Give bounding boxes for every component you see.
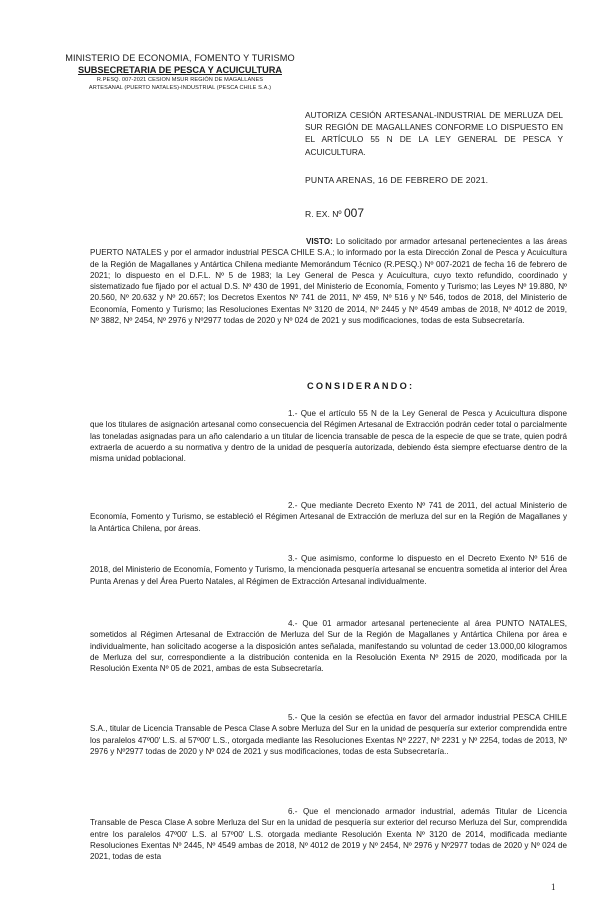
considerando-item-6: 6.- Que el mencionado armador industrial, además Titular de Licencia Transable de Pesca Clase A sobre Merluza del Sur en la unidad de pesquería sur exterior del recurso Merluza del Sur, comprendida entre los paralelos 47º00' L.S. al 57º00' L.S. otorgada mediante Resolución Exenta Nº 3120 de 2014, modificada mediante Resoluciones Exentas Nº 2445, Nº 4549 ambas de 2018, Nº 4012 de 2019 y Nº 2454, Nº 2976 y Nº2977 todas de 2020 y Nº 024 de 2021, todas de esta: [90, 807, 567, 862]
considerando-item-1: 1.- Que el artículo 55 N de la Ley General de Pesca y Acuicultura dispone que los titulares de asignación artesanal como consecuencia del Régimen Artesanal de Extracción podrán ceder total o parcialmente las toneladas asignadas para un año calendario a un titular de licencia transable de pesca de la especie de que se trate, quien podrá extraerla de acuerdo a su normativa y dentro de la unidad de pesquería autorizada, debiendo ésta siempre efectuarse dentro de la misma unidad poblacional.: [90, 409, 567, 464]
resolution-date: PUNTA ARENAS, 16 DE FEBRERO DE 2021.: [305, 175, 489, 185]
subsecretaria-name: SUBSECRETARIA DE PESCA Y ACUICULTURA: [77, 65, 282, 75]
resolution-prefix: R. EX. Nº: [305, 209, 342, 219]
page-number: 1: [551, 882, 556, 892]
reference-line-1: R.PESQ. 007-2021 CESION MSUR REGIÓN DE MAGALLANES: [96, 77, 264, 83]
resolution-title: AUTORIZA CESIÓN ARTESANAL-INDUSTRIAL DE MERLUZA DEL SUR REGIÓN DE MAGALLANES CONFORME LO DISPUESTO EN EL ARTÍCULO 55 N DE LA LEY GENERAL DE PESCA Y ACUICULTURA.: [305, 110, 563, 157]
ministry-name: MINISTERIO DE ECONOMIA, FOMENTO Y TURISMO: [65, 53, 295, 63]
considerando-item-5: 5.- Que la cesión se efectúa en favor del armador industrial PESCA CHILE S.A., titular de Licencia Transable de Pesca Clase A sobre Merluza del Sur en la unidad de pesquería sur exterior comprendida entre los paralelos 47º00' L.S. al 57º00' L.S., otorgada mediante las Resoluciones Exentas Nº 2227, Nº 2231 y Nº 2254, todas de 2013, Nº 2976 y Nº2977 todas de 2020 y Nº 024 de 2021 y sus modificaciones, todas de esta Subsecretaría..: [90, 713, 567, 756]
resolution-number-value: 007: [343, 206, 364, 220]
visto-text: Lo solicitado por armador artesanal pertenecientes a las áreas PUERTO NATALES y por el armador industrial PESCA CHILE S.A.; lo informado por la esta Dirección Zonal de Pesca y Acuicultura de la Región de Magallanes y Antártica Chilena mediante Memorándum Técnico (R.PESQ.) Nº 007-2021 de fecha 16 de febrero de 2021; lo dispuesto en el D.F.L. Nº 5 de 1983; la Ley General de Pesca y Acuicultura, cuyo texto refundido, coordinado y sistematizado fue fijado por el actual D.S. Nº 430 de 1991, del Ministerio de Economía, Fomento y Turismo; las Leyes Nº 19.880, Nº 20.560, Nº 20.632 y Nº 20.657; los Decretos Exentos Nº 741 de 2011, Nº 459, Nº 516 y Nº 546, todos de 2018, del Ministerio de Economía, Fomento y Turismo; las Resoluciones Exentas Nº 3120 de 2014, Nº 2445 y Nº 4549 ambas de 2018, Nº 4012 de 2019, Nº 3882, Nº 2454, Nº 2976 y Nº2977 todas de 2020 y Nº 024 de 2021 y sus modificaciones, todas de esta Subsecretaría.: [90, 237, 567, 326]
considerando-item-4: 4.- Que 01 armador artesanal perteneciente al área PUNTO NATALES, sometidos al Régimen Artesanal de Extracción de Merluza del Sur de la Región de Magallanes y Antártica Chilena por área e individualmente, han solicitado acogerse a la disposición antes señalada, manifestando su voluntad de ceder 13.000,00 kilogramos de Merluza del sur, correspondiente a la distribución contenida en la Resolución Exenta Nº 2915 de 2020, modificada por la Resolución Exenta Nº 05 de 2021, ambas de esta Subsecretaría.: [90, 619, 567, 674]
considerando-item-3: 3.- Que asimismo, conforme lo dispuesto en el Decreto Exento Nº 516 de 2018, del Ministerio de Economía, Fomento y Turismo, la mencionada pesquería artesanal se encuentra sometida al interior del Área Punta Arenas y del Área Puerto Natales, al Régimen de Extracción Artesanal individualmente.: [90, 554, 567, 586]
visto-label: VISTO:: [306, 237, 333, 246]
reference-line-2: ARTESANAL (PUERTO NATALES)-INDUSTRIAL (PESCA CHILE S.A.): [88, 85, 272, 91]
letterhead: [60, 52, 300, 92]
resolution-number: [305, 206, 364, 220]
visto-paragraph: [90, 236, 567, 326]
considerando-item-2: 2.- Que mediante Decreto Exento Nº 741 de 2011, del actual Ministerio de Economía, Fomento y Turismo, se estableció el Régimen Artesanal de Extracción de merluza del sur en la Región de Magallanes y la Antártica Chilena, por áreas.: [90, 501, 567, 533]
considerando-heading: CONSIDERANDO:: [307, 381, 415, 391]
